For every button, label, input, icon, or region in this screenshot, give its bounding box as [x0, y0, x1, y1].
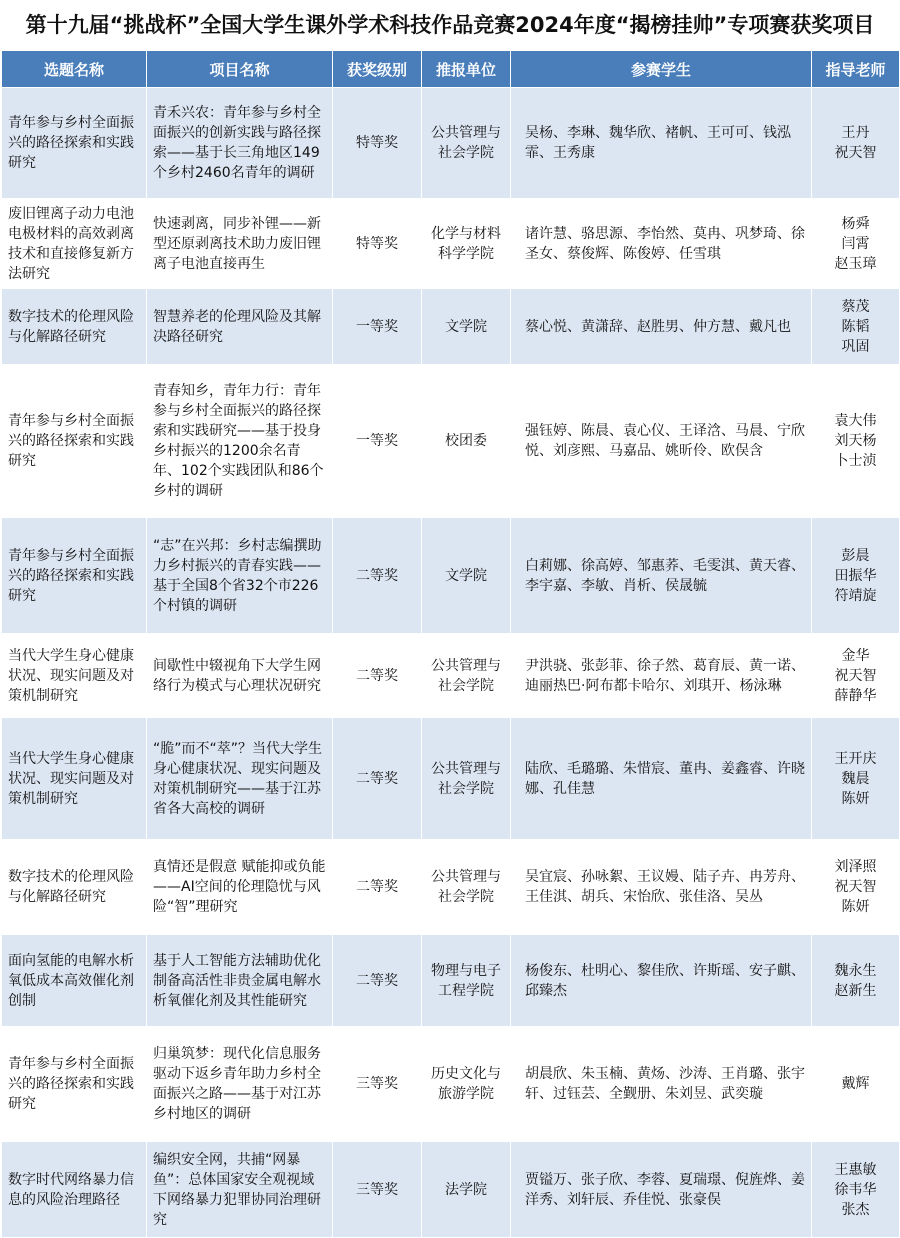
- cell-award: 三等奖: [333, 1142, 422, 1238]
- table-header-row: [2, 51, 900, 88]
- cell-topic: 数字时代网络暴力信息的风险治理路径: [2, 1142, 147, 1238]
- cell-unit: 公共管理与社会学院: [422, 88, 511, 199]
- cell-project: 青春知乡，青年力行：青年参与乡村全面振兴的路径探索和实践研究——基于投身乡村振兴的1200余名青年、102个实践团队和86个乡村的调研: [147, 365, 333, 518]
- cell-project: 编织安全网，共捕“网暴鱼”：总体国家安全观视域下网络暴力犯罪协同治理研究: [147, 1142, 333, 1238]
- table-row: [2, 518, 900, 634]
- cell-students: 诸许慧、骆思源、李怡然、莫冉、巩梦琦、徐圣女、蔡俊辉、陈俊婷、任雪琪: [511, 199, 812, 289]
- cell-students: 杨俊东、杜明心、黎佳欣、许斯瑶、安子麒、邱臻杰: [511, 935, 812, 1027]
- cell-project: 真情还是假意 赋能抑或负能——AI空间的伦理隐忧与风险“智”理研究: [147, 840, 333, 935]
- cell-unit: 化学与材料科学学院: [422, 199, 511, 289]
- table-row: [2, 1142, 900, 1238]
- cell-award: 二等奖: [333, 718, 422, 840]
- cell-topic: 面向氢能的电解水析氧低成本高效催化剂创制: [2, 935, 147, 1027]
- cell-advisors: 袁大伟 刘天杨 卜士浈: [812, 365, 900, 518]
- cell-award: 二等奖: [333, 518, 422, 634]
- cell-award: 特等奖: [333, 88, 422, 199]
- header-advisors: 指导老师: [812, 51, 900, 88]
- cell-unit: 文学院: [422, 518, 511, 634]
- cell-students: 蔡心悦、黄潇辞、赵胜男、仲方慧、戴凡也: [511, 289, 812, 365]
- cell-unit: 法学院: [422, 1142, 511, 1238]
- cell-advisors: 魏永生 赵新生: [812, 935, 900, 1027]
- cell-award: 特等奖: [333, 199, 422, 289]
- cell-award: 一等奖: [333, 365, 422, 518]
- cell-advisors: 刘泽照 祝天智 陈妍: [812, 840, 900, 935]
- cell-advisors: 王惠敏 徐韦华 张杰: [812, 1142, 900, 1238]
- header-project: 项目名称: [147, 51, 333, 88]
- cell-project: 基于人工智能方法辅助优化制备高活性非贵金属电解水析氧催化剂及其性能研究: [147, 935, 333, 1027]
- table-row: [2, 199, 900, 289]
- table-row: [2, 935, 900, 1027]
- cell-topic: 当代大学生身心健康状况、现实问题及对策机制研究: [2, 634, 147, 718]
- cell-award: 二等奖: [333, 840, 422, 935]
- cell-advisors: 蔡茂 陈韬 巩固: [812, 289, 900, 365]
- cell-students: 尹洪骁、张彭菲、徐子然、葛育辰、黄一诺、迪丽热巴·阿布都卡哈尔、刘琪开、杨泳琳: [511, 634, 812, 718]
- cell-advisors: 金华 祝天智 薛静华: [812, 634, 900, 718]
- cell-students: 贾镒万、张子欣、李蓉、夏瑞璟、倪旌烨、姜洋秀、刘轩辰、乔佳悦、张豪俣: [511, 1142, 812, 1238]
- awards-table: [1, 50, 900, 1238]
- cell-topic: 数字技术的伦理风险与化解路径研究: [2, 289, 147, 365]
- cell-advisors: 戴辉: [812, 1027, 900, 1142]
- cell-project: 青禾兴农：青年参与乡村全面振兴的创新实践与路径探索——基于长三角地区149个乡村2460名青年的调研: [147, 88, 333, 199]
- cell-unit: 文学院: [422, 289, 511, 365]
- cell-topic: 青年参与乡村全面振兴的路径探索和实践研究: [2, 1027, 147, 1142]
- cell-award: 二等奖: [333, 935, 422, 1027]
- cell-project: 快速剥离，同步补锂——新型还原剥离技术助力废旧锂离子电池直接再生: [147, 199, 333, 289]
- table-row: [2, 365, 900, 518]
- cell-advisors: 彭晨 田振华 符靖旋: [812, 518, 900, 634]
- cell-unit: 校团委: [422, 365, 511, 518]
- cell-students: 白莉娜、徐高婷、邹惠荞、毛雯淇、黄天睿、李宇嘉、李敏、肖析、侯晟毓: [511, 518, 812, 634]
- cell-students: 强钰婷、陈晨、袁心仪、王译浛、马晨、宁欣悦、刘彦熙、马嘉品、姚昕伶、欧俣含: [511, 365, 812, 518]
- cell-project: “志”在兴邦：乡村志编撰助力乡村振兴的青春实践——基于全国8个省32个市226个村镇的调研: [147, 518, 333, 634]
- cell-topic: 废旧锂离子动力电池电极材料的高效剥离技术和直接修复新方法研究: [2, 199, 147, 289]
- cell-unit: 公共管理与社会学院: [422, 840, 511, 935]
- header-unit: 推报单位: [422, 51, 511, 88]
- table-row: [2, 88, 900, 199]
- cell-students: 吴杨、李琳、魏华欣、褚帆、王可可、钱泓霏、王秀康: [511, 88, 812, 199]
- table-row: [2, 289, 900, 365]
- cell-award: 一等奖: [333, 289, 422, 365]
- cell-award: 三等奖: [333, 1027, 422, 1142]
- cell-advisors: 王开庆 魏晨 陈妍: [812, 718, 900, 840]
- cell-students: 胡晨欣、朱玉楠、黄炀、沙涛、王肖璐、张宇轩、过钰芸、全觐册、朱刘昱、武奕璇: [511, 1027, 812, 1142]
- cell-students: 陆欣、毛璐璐、朱惜宸、董冉、姜鑫睿、许晓娜、孔佳慧: [511, 718, 812, 840]
- cell-unit: 物理与电子工程学院: [422, 935, 511, 1027]
- cell-project: 间歇性中辍视角下大学生网络行为模式与心理状况研究: [147, 634, 333, 718]
- cell-unit: 历史文化与旅游学院: [422, 1027, 511, 1142]
- cell-project: “脆”而不“萃”？当代大学生身心健康状况、现实问题及对策机制研究——基于江苏省各大高校的调研: [147, 718, 333, 840]
- cell-topic: 青年参与乡村全面振兴的路径探索和实践研究: [2, 518, 147, 634]
- cell-award: 二等奖: [333, 634, 422, 718]
- cell-unit: 公共管理与社会学院: [422, 634, 511, 718]
- table-row: [2, 840, 900, 935]
- cell-topic: 青年参与乡村全面振兴的路径探索和实践研究: [2, 88, 147, 199]
- page-title: 第十九届“挑战杯”全国大学生课外学术科技作品竞赛2024年度“揭榜挂帅”专项赛获奖项目: [25, 13, 875, 37]
- cell-project: 归巢筑梦：现代化信息服务驱动下返乡青年助力乡村全面振兴之路——基于对江苏乡村地区的调研: [147, 1027, 333, 1142]
- table-row: [2, 718, 900, 840]
- table-row: [2, 634, 900, 718]
- cell-unit: 公共管理与社会学院: [422, 718, 511, 840]
- cell-topic: 数字技术的伦理风险与化解路径研究: [2, 840, 147, 935]
- table-row: [2, 1027, 900, 1142]
- cell-topic: 青年参与乡村全面振兴的路径探索和实践研究: [2, 365, 147, 518]
- header-topic: 选题名称: [2, 51, 147, 88]
- cell-advisors: 杨舜 闫霄 赵玉璋: [812, 199, 900, 289]
- cell-topic: 当代大学生身心健康状况、现实问题及对策机制研究: [2, 718, 147, 840]
- cell-students: 吴宜宸、孙咏絮、王议嫚、陆子卉、冉芳舟、王佳淇、胡兵、宋怡欣、张佳洛、吴丛: [511, 840, 812, 935]
- header-students: 参赛学生: [511, 51, 812, 88]
- cell-advisors: 王丹 祝天智: [812, 88, 900, 199]
- header-award: 获奖级别: [333, 51, 422, 88]
- cell-project: 智慧养老的伦理风险及其解决路径研究: [147, 289, 333, 365]
